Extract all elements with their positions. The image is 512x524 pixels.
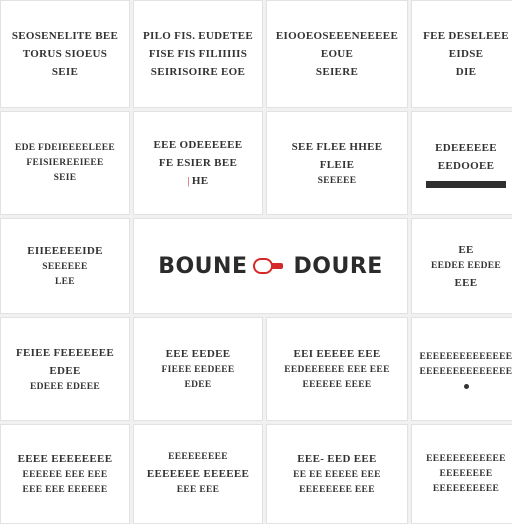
tile-text-line: EEEEEEEE EEE bbox=[299, 485, 375, 495]
tile-text-line: EEE- EED EEE bbox=[297, 453, 377, 465]
tile-r1-c2 bbox=[133, 0, 263, 108]
tile-text-line: EEDOOEE bbox=[437, 159, 495, 172]
tile-r4-c1 bbox=[0, 317, 130, 421]
tile-text-line: EE EE EEEEE EEE bbox=[293, 470, 381, 480]
tile-text-line: EEDEEEEEE EEE EEE bbox=[284, 365, 390, 375]
tile-r1-c4 bbox=[411, 0, 512, 108]
tile-text-line: EEEEEEEEEE bbox=[432, 483, 500, 494]
tile-text-line: SEIE bbox=[51, 66, 79, 78]
tile-text-line: EEE EEE EEEEEE bbox=[22, 485, 108, 495]
tile-text-line: TORUS SIOEUS bbox=[22, 48, 108, 60]
tile-r3-logo bbox=[133, 218, 408, 314]
tile-text-line: EEEEEE EEEE bbox=[302, 380, 372, 390]
tile-text-line: EEE EEDEE bbox=[165, 348, 231, 360]
tile-text-line: FEISIEREEIEEE bbox=[26, 157, 104, 168]
tile-text-line: FISE FIS FILIIIIIS bbox=[148, 48, 248, 60]
tile-text-line: EEEEEE EEE EEE bbox=[22, 470, 108, 480]
red-tick-icon: | bbox=[187, 174, 190, 187]
tile-row bbox=[188, 172, 209, 190]
logo-word-left: BOUNE bbox=[158, 253, 248, 279]
tile-text-line: EEI EEEEE EEE bbox=[293, 348, 381, 360]
tile-text-line: SEE FLEE HHEE bbox=[291, 140, 383, 153]
tile-r2-c2 bbox=[133, 111, 263, 215]
tile-r4-c4 bbox=[411, 317, 512, 421]
tile-r3-c4 bbox=[411, 218, 512, 314]
tile-text-line: EE bbox=[458, 243, 474, 256]
tile-text-line: EEEEEEEEEEEEEE bbox=[419, 366, 512, 377]
tile-text-line: EIOOEOSEEENEEEEE bbox=[275, 30, 399, 42]
tile-text-line: FE ESIER BEE bbox=[158, 157, 238, 169]
tile-r2-c4 bbox=[411, 111, 512, 215]
tile-text-line: HE bbox=[191, 175, 209, 187]
tile-text-line: SEEEEEE bbox=[42, 262, 88, 272]
tile-text-line: EEE ODEEEEEE bbox=[153, 139, 243, 151]
tile-r5-c4 bbox=[411, 424, 512, 524]
tile-text-line: EEEEEEEEEEEEEE bbox=[419, 351, 512, 362]
tile-text-line: EEEE EEEEEEEE bbox=[17, 453, 113, 465]
tile-text-line: SEIRISOIRE EOE bbox=[150, 66, 246, 78]
tile-text-line: FLEIE bbox=[319, 158, 355, 171]
tile-r2-c1 bbox=[0, 111, 130, 215]
tile-text-line: EEE EEE bbox=[176, 485, 220, 495]
tile-r2-c3 bbox=[266, 111, 408, 215]
black-bar bbox=[426, 181, 506, 188]
tile-text-line: EDEEE EDEEE bbox=[29, 381, 101, 392]
tile-text-line: FEE DESELEEE bbox=[423, 30, 509, 42]
tile-text-line: SEIERE bbox=[315, 66, 359, 78]
tile-text-line: DIE bbox=[455, 66, 477, 78]
tile-text-line: EEEEEEEEE bbox=[168, 452, 228, 462]
tile-r5-c2 bbox=[133, 424, 263, 524]
tile-r3-c1 bbox=[0, 218, 130, 314]
tile-text-line: EEEEEEEE bbox=[439, 468, 493, 479]
tile-text-line: LEE bbox=[55, 277, 75, 287]
tile-text-line: PILO FIS. EUDETEE bbox=[143, 30, 253, 42]
tile-r4-c3 bbox=[266, 317, 408, 421]
tile-r5-c3 bbox=[266, 424, 408, 524]
tile-text-line: FEIEE FEEEEEEE bbox=[15, 346, 115, 359]
tile-text-line: EIIEEEEEIDE bbox=[27, 245, 103, 257]
tile-text-line: EEE bbox=[454, 276, 478, 289]
tile-text-line: EEEEEEEEEEEE bbox=[426, 453, 506, 464]
tile-text-line: EDE FDEIEEEELEEE bbox=[14, 142, 116, 153]
tile-text-line: EDEE bbox=[184, 380, 212, 390]
tile-text-line: SEIE bbox=[53, 172, 77, 183]
tile-text-line: EDEE bbox=[49, 364, 81, 377]
red-logo-icon bbox=[253, 258, 273, 274]
logo-word-right: DOURE bbox=[293, 253, 383, 279]
tile-text-line: FIEEE EEDEEE bbox=[161, 365, 235, 375]
tile-text-line: EEEEEEE EEEEEE bbox=[146, 468, 250, 480]
tile-text-line: EOUE bbox=[320, 48, 354, 60]
tile-r4-c2 bbox=[133, 317, 263, 421]
tile-r1-c3 bbox=[266, 0, 408, 108]
bullet-dot bbox=[464, 384, 469, 389]
tile-text-line: EEDEE EEDEE bbox=[430, 260, 502, 271]
tile-r5-c1 bbox=[0, 424, 130, 524]
tile-r1-c1 bbox=[0, 0, 130, 108]
tile-text-line: SEOSENELITE BEE bbox=[11, 30, 119, 42]
tile-text-line: SEEEEE bbox=[317, 175, 357, 186]
tile-text-line: EDEEEEEE bbox=[435, 141, 497, 154]
tile-text-line: EIDSE bbox=[448, 48, 484, 60]
